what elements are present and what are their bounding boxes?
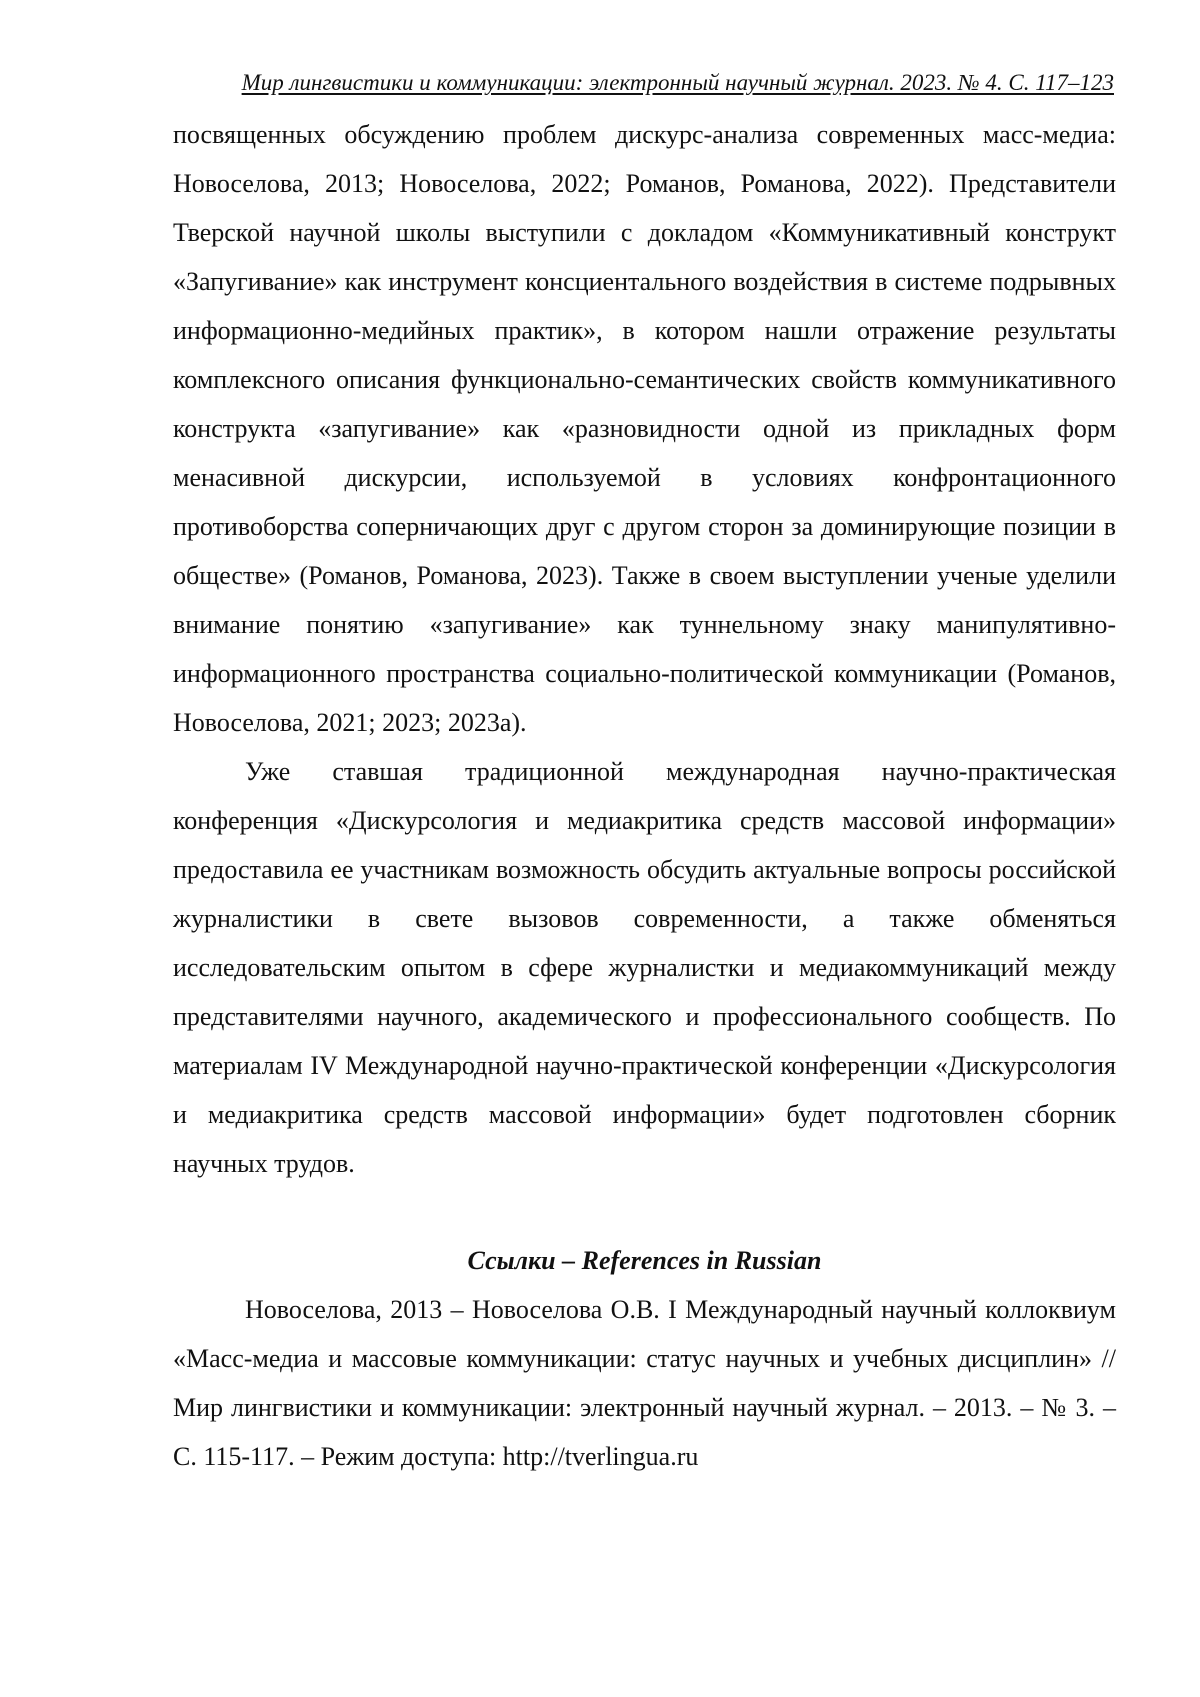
body-paragraph-2: Уже ставшая традиционной международная научно-практическая конференция «Дискурсология и медиакритика средств массовой информации» предоставила ее участникам возможность обсудить актуальные вопросы российской журналистики в свете вызовов современности, а также обменяться исследовательским опытом в сфере журналистки и медиакоммуникаций между представителями научного, академического и профессионального сообществ. По материалам IV Международной научно-практической конференции «Дискурсология и медиакритика средств массовой информации» будет подготовлен сборник научных трудов. (173, 757, 1116, 1178)
reference-item (173, 1285, 1116, 1481)
running-header: Мир лингвистики и коммуникации: электронный научный журнал. 2023. № 4. С. 117–123 (241, 70, 1114, 95)
reference-link[interactable]: http://tverlingua.ru (502, 1442, 699, 1471)
body-paragraph-1: посвященных обсуждению проблем дискурс-анализа современных масс-медиа: Новоселова, 2013; Новоселова, 2022; Романов, Романова, 2022). Представители Тверской научной школы выступили с докладом «Коммуникативный конструкт «Запугивание» как инструмент консциентального воздействия в системе подрывных информационно-медийных практик», в котором нашли отражение результаты комплексного описания функционально-семантических свойств коммуникативного конструкта «запугивание» как «разновидности одной из прикладных форм менасивной дискурсии, используемой в условиях конфронтационного противоборства соперничающих друг с другом сторон за доминирующие позиции в обществе» (Романов, Романова, 2023). Также в своем выступлении ученые уделили внимание понятию «запугивание» как туннельному знаку манипулятивно-информационного пространства социально-политической коммуникации (Романов, Новоселова, 2021; 2023; 2023a). (173, 120, 1116, 737)
references-heading: Ссылки – References in Russian (467, 1246, 822, 1275)
reference-text: Новоселова, 2013 – Новоселова О.В. I Международный научный коллоквиум «Масс-медиа и массовые коммуникации: статус научных и учебных дисциплин» // Мир лингвистики и коммуникации: электронный научный журнал. – 2013. – № 3. – С. 115-117. – Режим доступа: (173, 1295, 1116, 1471)
article-body (173, 110, 1116, 1481)
section-gap (173, 1188, 1116, 1236)
